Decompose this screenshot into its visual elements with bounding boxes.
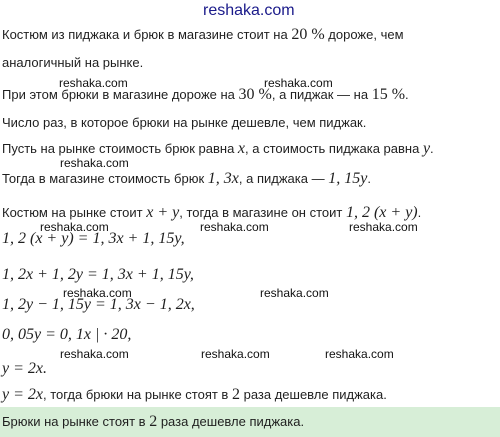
equation-3: 1, 2y − 1, 15y = 1, 3x − 1, 2x, xyxy=(2,296,195,313)
math-number: 2 xyxy=(231,386,240,403)
text: Тогда в магазине стоимость брюк xyxy=(2,171,205,186)
text: . xyxy=(430,141,434,156)
math-expr: x + y xyxy=(146,204,180,221)
problem-line-3 xyxy=(2,86,409,104)
percent: 30 % xyxy=(238,86,272,103)
watermark: reshaka.com xyxy=(60,156,129,170)
text: , а пиджак — на xyxy=(271,87,369,102)
watermark: reshaka.com xyxy=(40,220,109,234)
text: , тогда брюки на рынке стоят в xyxy=(43,387,229,402)
math-expr: y = 2x xyxy=(2,386,43,403)
watermark: reshaka.com xyxy=(63,286,132,300)
watermark-top: reshaka.com xyxy=(203,2,295,19)
problem-line-1 xyxy=(2,26,404,44)
math-expr: 1, 3x xyxy=(207,170,239,187)
text: раза дешевле пиджака. xyxy=(160,414,305,429)
equation-2: 1, 2x + 1, 2y = 1, 3x + 1, 15y, xyxy=(2,266,194,283)
text: , а стоимость пиджака равна xyxy=(245,141,420,156)
text: , тогда в магазине он стоит xyxy=(179,205,343,220)
watermark: reshaka.com xyxy=(264,76,333,90)
equation-4: 0, 05y = 0, 1x | · 20, xyxy=(2,326,132,343)
equation-1: 1, 2 (x + y) = 1, 3x + 1, 15y, xyxy=(2,230,185,247)
math-expr: 1, 2 (x + y) xyxy=(345,204,418,221)
math-x: x xyxy=(237,140,246,157)
equation-5: y = 2x. xyxy=(2,360,47,377)
watermark: reshaka.com xyxy=(200,220,269,234)
text: При этом брюки в магазине дороже на xyxy=(2,87,235,102)
answer-text xyxy=(2,413,304,431)
watermark: reshaka.com xyxy=(60,347,129,361)
math-number: 2 xyxy=(149,413,158,430)
text: дороже, чем xyxy=(328,27,404,42)
text: Брюки на рынке стоят в xyxy=(2,414,146,429)
answer-box xyxy=(0,407,500,437)
text: . xyxy=(405,87,409,102)
text: раза дешевле пиджака. xyxy=(243,387,387,402)
watermark: reshaka.com xyxy=(260,286,329,300)
solution-conclusion xyxy=(2,386,387,404)
math-y: y xyxy=(422,140,431,157)
text: , а пиджака — xyxy=(238,171,325,186)
percent: 20 % xyxy=(291,26,325,43)
problem-line-2: аналогичный на рынке. xyxy=(2,55,144,70)
watermark: reshaka.com xyxy=(349,220,418,234)
text: Костюм из пиджака и брюк в магазине стоит на xyxy=(2,27,288,42)
text: Костюм на рынке стоит xyxy=(2,205,143,220)
watermark: reshaka.com xyxy=(201,347,270,361)
math-expr: 1, 15y xyxy=(328,170,368,187)
watermark: reshaka.com xyxy=(325,347,394,361)
text: Пусть на рынке стоимость брюк равна xyxy=(2,141,235,156)
text: . xyxy=(367,171,371,186)
text: . xyxy=(417,205,422,220)
watermark: reshaka.com xyxy=(59,76,128,90)
question-line: Число раз, в которое брюки на рынке дешевле, чем пиджак. xyxy=(2,115,367,130)
percent: 15 % xyxy=(371,86,406,103)
solution-line-2 xyxy=(2,170,371,188)
